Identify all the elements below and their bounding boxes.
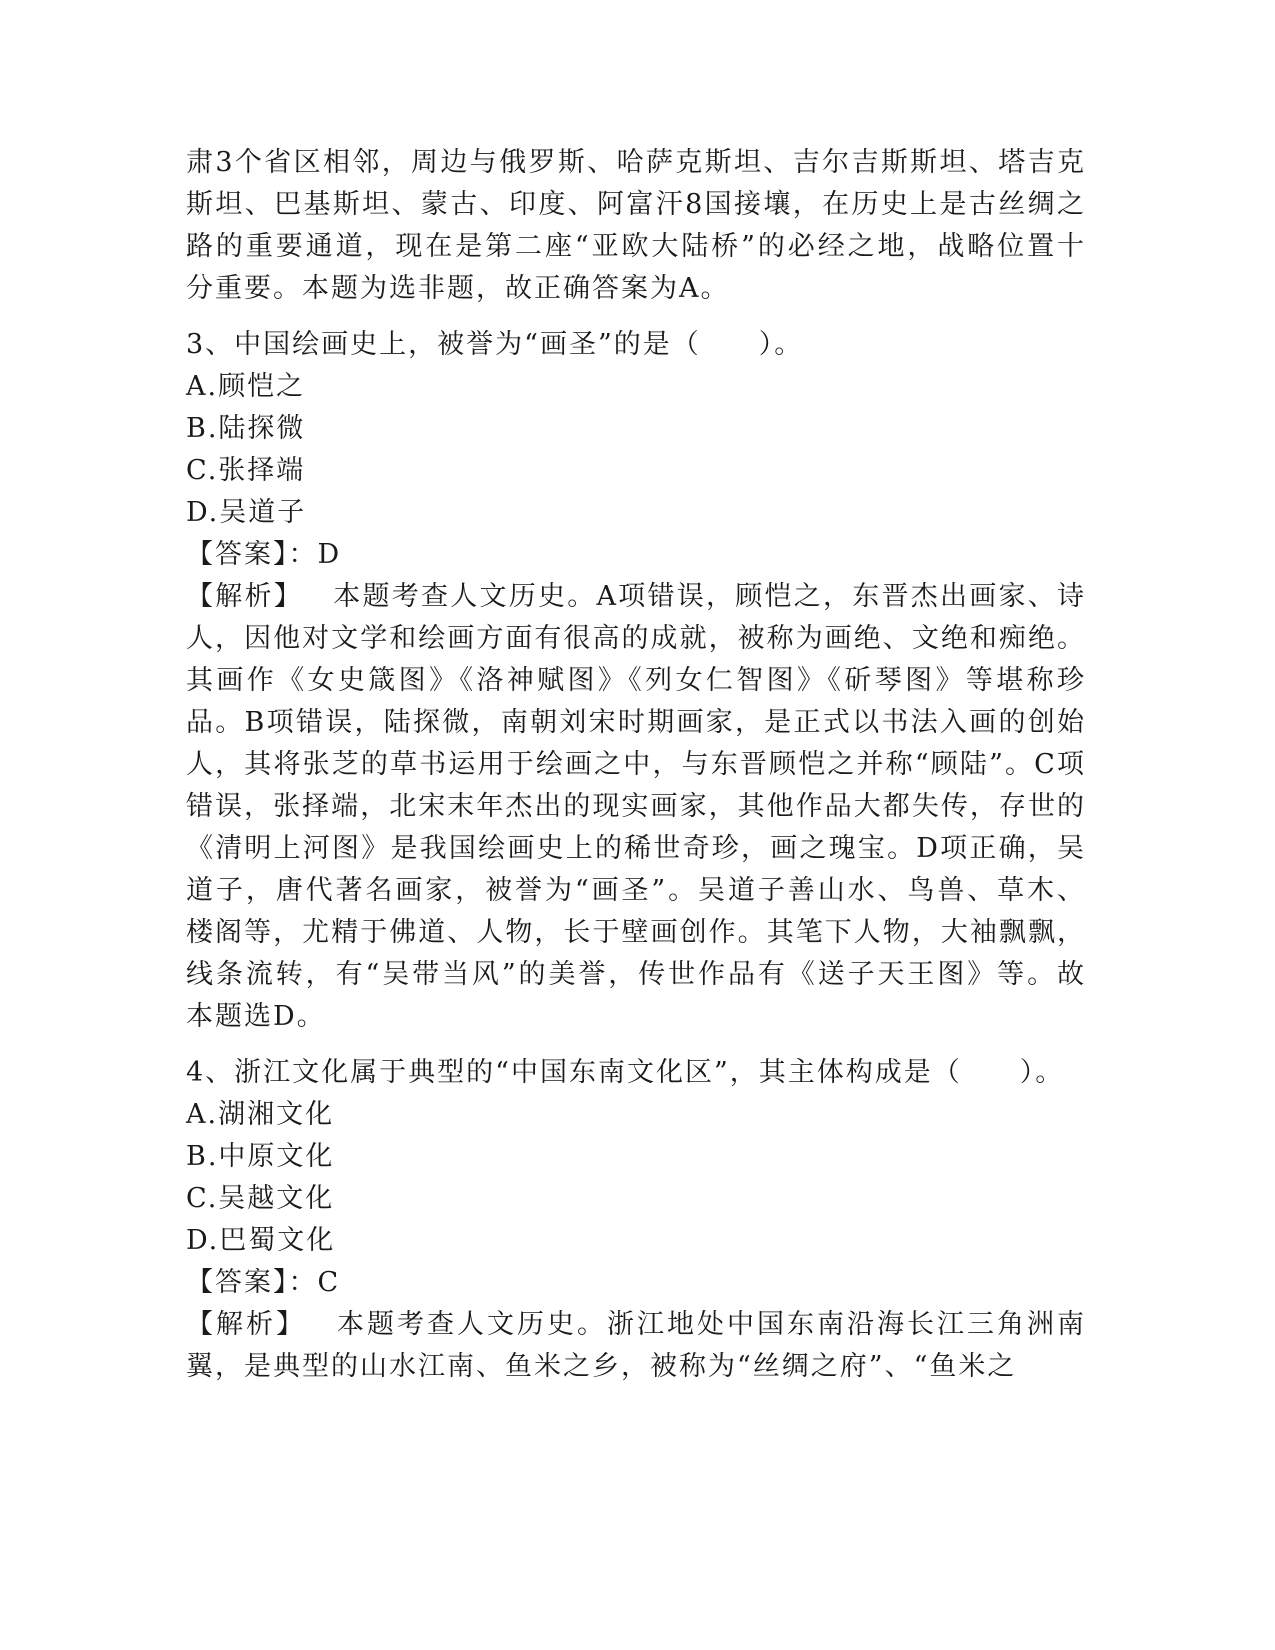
question-4-text: 4、浙江文化属于典型的“中国东南文化区”，其主体构成是（ ）。 <box>186 1057 1065 1088</box>
question-3-analysis <box>186 576 1086 1038</box>
question-3-option-d: D.吴道子 <box>186 497 307 528</box>
question-3-option-c: C.张择端 <box>186 455 306 486</box>
question-4-option-c: C.吴越文化 <box>186 1183 335 1214</box>
question-4 <box>186 1052 1086 1388</box>
question-3-option-a: A.顾恺之 <box>186 371 306 402</box>
question-4-option-d: D.巴蜀文化 <box>186 1225 336 1256</box>
question-3-text: 3、中国绘画史上，被誉为“画圣”的是（ ）。 <box>186 329 804 360</box>
answer-label: 【答案】： <box>186 1267 318 1298</box>
spacer <box>186 1038 1086 1052</box>
question-4-option-a: A.湖湘文化 <box>186 1099 335 1130</box>
spacer <box>186 310 1086 324</box>
answer-label: 【答案】： <box>186 539 318 570</box>
question-3-answer <box>186 534 1086 576</box>
analysis-label: 【解析】 <box>186 581 303 612</box>
question-4-analysis <box>186 1304 1086 1388</box>
question-3 <box>186 324 1086 1038</box>
answer-value: C <box>317 1267 341 1298</box>
analysis-label: 【解析】 <box>186 1309 306 1340</box>
analysis-text: 本题考查人文历史。浙江地处中国东南沿海长江三角洲南翼，是典型的山水江南、鱼米之乡，被称为“丝绸之府”、“鱼米之 <box>186 1309 1086 1382</box>
question-4-answer <box>186 1262 1086 1304</box>
answer-value: D <box>317 539 342 570</box>
question-4-option-b: B.中原文化 <box>186 1141 335 1172</box>
document-page <box>186 142 1086 1388</box>
analysis-text: 本题考查人文历史。A项错误，顾恺之，东晋杰出画家、诗人，因他对文学和绘画方面有很高的成就，被称为画绝、文绝和痴绝。其画作《女史箴图》《洛神赋图》《列女仁智图》《斫琴图》等堪称珍品。B项错误，陆探微，南朝刘宋时期画家，是正式以书法入画的创始人，其将张芝的草书运用于绘画之中，与东晋顾恺之并称“顾陆”。C项错误，张择端，北宋末年杰出的现实画家，其他作品大都失传，存世的《清明上河图》是我国绘画史上的稀世奇珍，画之瑰宝。D项正确，吴道子，唐代著名画家，被誉为“画圣”。吴道子善山水、鸟兽、草木、楼阁等，尤精于佛道、人物，长于壁画创作。其笔下人物，大袖飘飘，线条流转，有“吴带当风”的美誉，传世作品有《送子天王图》等。故本题选D。 <box>186 581 1086 1032</box>
intro-paragraph: 肃3个省区相邻，周边与俄罗斯、哈萨克斯坦、吉尔吉斯斯坦、塔吉克斯坦、巴基斯坦、蒙古、印度、阿富汗8国接壤，在历史上是古丝绸之路的重要通道，现在是第二座“亚欧大陆桥”的必经之地，战略位置十分重要。本题为选非题，故正确答案为A。 <box>186 147 1086 304</box>
question-3-option-b: B.陆探微 <box>186 413 306 444</box>
